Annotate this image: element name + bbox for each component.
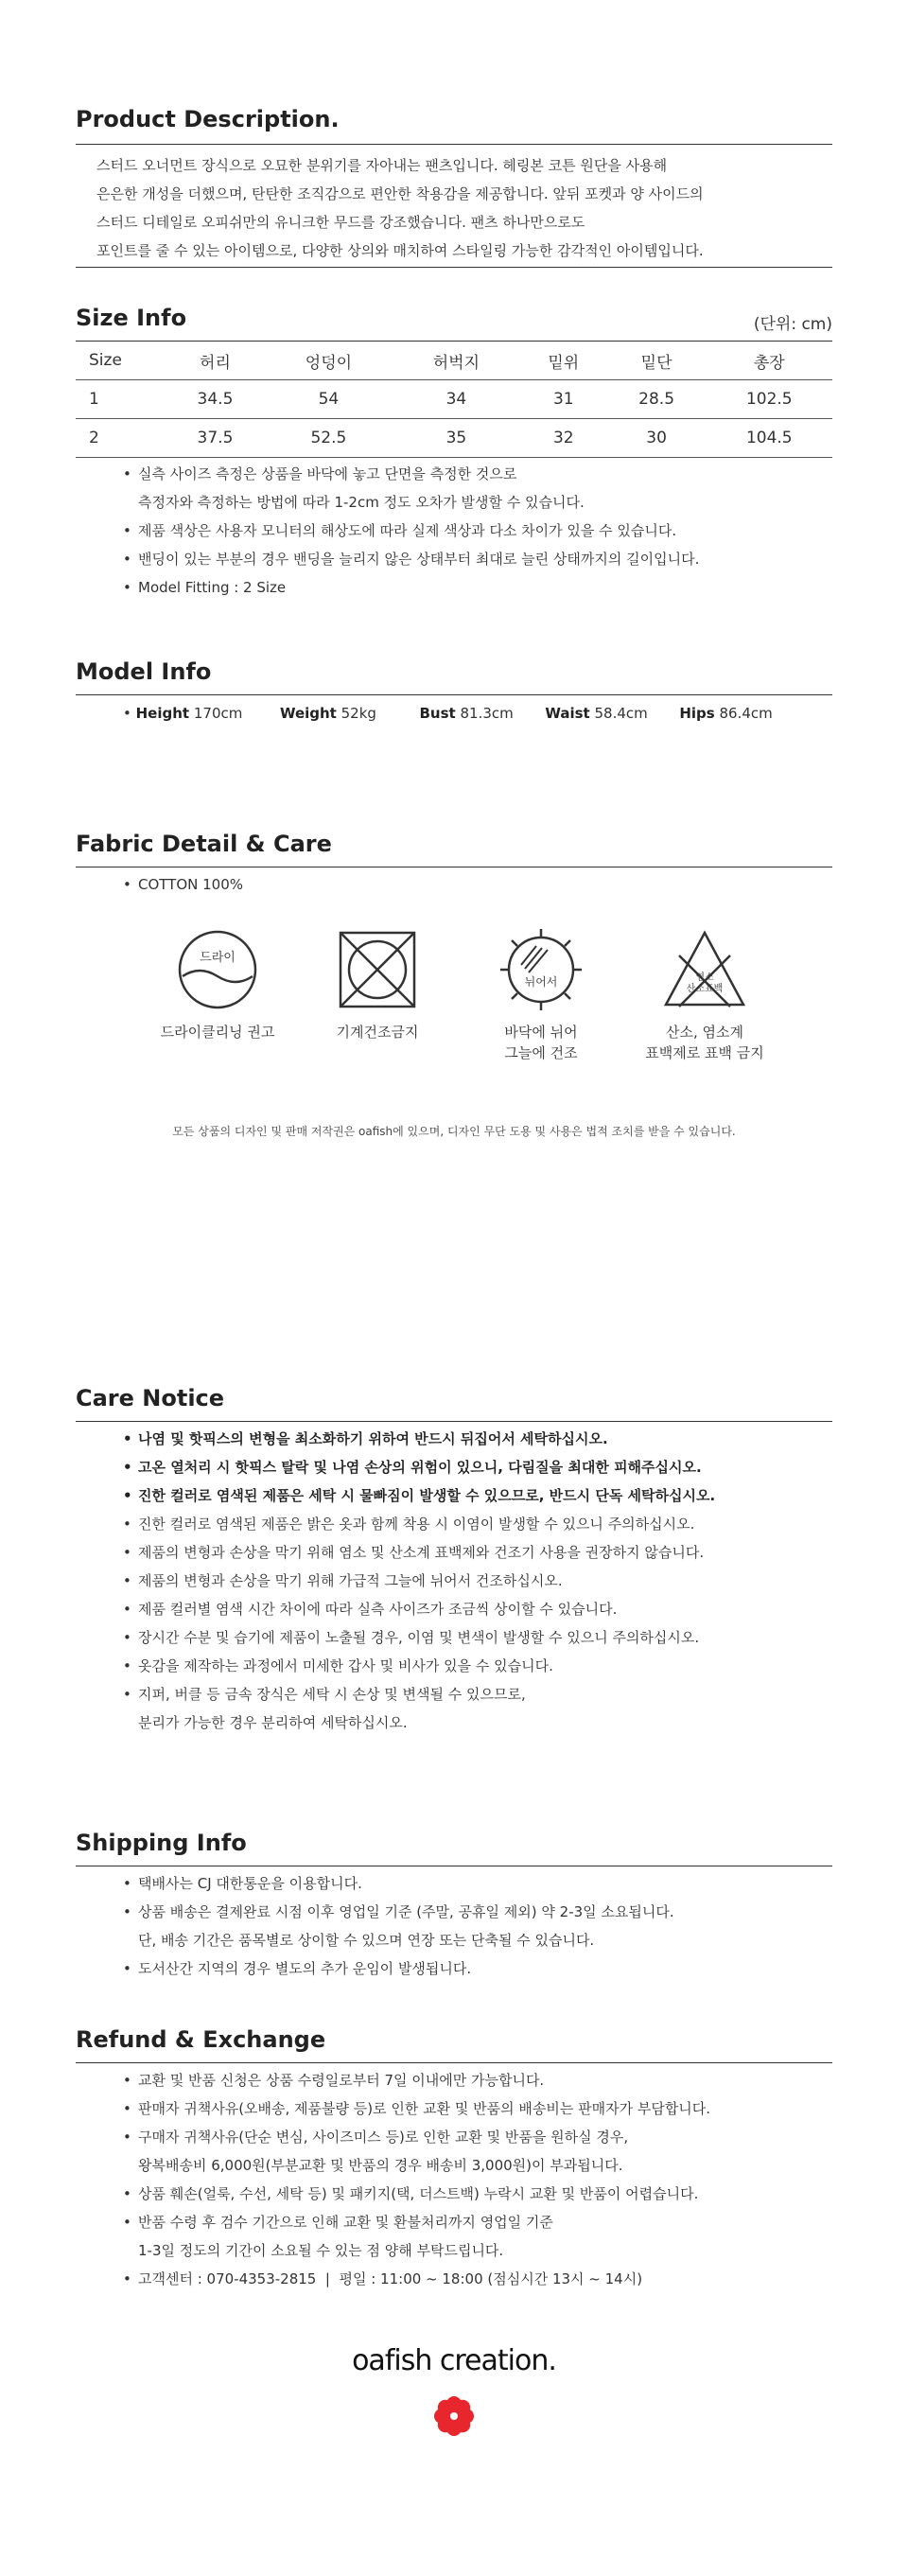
- notice-text: 옷감을 제작하는 과정에서 미세한 갑사 및 비사가 있을 수 있습니다.: [138, 1657, 553, 1674]
- notice-text: 지퍼, 버클 등 금속 장식은 세탁 시 손상 및 변색될 수 있으므로,: [138, 1686, 526, 1703]
- notice-text: 고온 열처리 시 핫픽스 탈락 및 나염 손상의 위험이 있으니, 다림질을 최대한 피해주십시오.: [138, 1459, 702, 1476]
- divider: [76, 144, 832, 145]
- care-label: 그늘에 건조: [504, 1044, 578, 1061]
- care-label: 바닥에 뉘어: [504, 1024, 578, 1041]
- divider: [76, 2062, 832, 2063]
- table-cell: 52.5: [310, 429, 347, 447]
- list-item: • 상품 배송은 결제완료 시점 이후 영업일 기준 (주말, 공휴일 제외) 약 2-3일 소요됩니다.: [123, 1903, 674, 1920]
- table-header: 허리: [200, 353, 231, 373]
- size-unit: (단위: cm): [753, 315, 832, 334]
- fabric-composition: [76, 870, 832, 899]
- care-item-no-bleach: [615, 927, 794, 1063]
- size-notes: [76, 460, 832, 602]
- list-item: • Model Fitting : 2 Size: [123, 579, 287, 596]
- list-item: • 나염 및 핫픽스의 변형을 최소화하기 위하여 반드시 뒤집어서 세탁하십시오.: [123, 1430, 608, 1447]
- refund-text: 왕복배송비 6,000원(부분교환 및 반품의 경우 배송비 3,000원)이 부과됩니다.: [138, 2157, 623, 2174]
- refund-text: 반품 수령 후 검수 기간으로 인해 교환 및 환불처리까지 영업일 기준: [138, 2214, 553, 2231]
- divider: [76, 1421, 832, 1422]
- note-text: 밴딩이 있는 부분의 경우 밴딩을 늘리지 않은 상태부터 최대로 늘린 상태까지의 길이입니다.: [138, 551, 700, 568]
- table-header: 총장: [753, 353, 785, 373]
- hips-label: Hips: [679, 705, 715, 722]
- note-text: 실측 사이즈 측정은 상품을 바닥에 놓고 단면을 측정한 것으로: [138, 465, 517, 482]
- notice-text: 장시간 수분 및 습기에 제품이 노출될 경우, 이염 및 변색이 발생할 수 있으니 주의하십시오.: [138, 1629, 700, 1646]
- care-notice-list: [76, 1425, 832, 1737]
- list-item: [123, 488, 832, 517]
- divider: [76, 267, 832, 268]
- table-cell: 104.5: [745, 429, 793, 447]
- model-info-title: Model Info: [76, 658, 212, 685]
- list-item: • 판매자 귀책사유(오배송, 제품불량 등)로 인한 교환 및 반품의 배송비는 판매자가 부담합니다.: [123, 2100, 711, 2117]
- copyright-notice: 모든 상품의 디자인 및 판매 저작권은 oafish에 있으며, 디자인 무단 도용 및 사용은 법적 조치를 받을 수 있습니다.: [172, 1125, 736, 1138]
- shipping-list: [76, 1869, 832, 1983]
- weight-value: 52kg: [340, 705, 376, 722]
- notice-text: 제품의 변형과 손상을 막기 위해 가급적 그늘에 뉘어서 건조하십시오.: [138, 1572, 563, 1589]
- list-item: • 실측 사이즈 측정은 상품을 바닥에 놓고 단면을 측정한 것으로: [123, 465, 517, 482]
- care-label: 산소, 염소계: [666, 1024, 743, 1041]
- table-header-row: [76, 342, 832, 380]
- list-item: • 제품 색상은 사용자 모니터의 해상도에 따라 실제 색상과 다소 차이가 있을 수 있습니다.: [123, 522, 677, 539]
- weight-label: Weight: [279, 705, 337, 722]
- table-cell: 37.5: [197, 429, 234, 447]
- care-label: 드라이클리닝 권고: [160, 1024, 275, 1041]
- list-item: • 지퍼, 버클 등 금속 장식은 세탁 시 손상 및 변색될 수 있으므로,: [123, 1686, 526, 1703]
- shipping-text: 상품 배송은 결제완료 시점 이후 영업일 기준 (주말, 공휴일 제외) 약 2-3일 소요됩니다.: [138, 1903, 674, 1920]
- refund-text: 판매자 귀책사유(오배송, 제품불량 등)로 인한 교환 및 반품의 배송비는 판매자가 부담합니다.: [138, 2100, 711, 2117]
- list-item: [123, 2151, 832, 2180]
- brand-logo-text: oafish creation.: [352, 2344, 556, 2377]
- table-header: 밑위: [548, 353, 580, 373]
- dry-clean-symbol-text: 드라이: [200, 951, 236, 965]
- notice-text: 제품의 변형과 손상을 막기 위해 염소 및 산소계 표백제와 건조기 사용을 권장하지 않습니다.: [138, 1544, 705, 1561]
- description-line: 스터드 디테일로 오피쉬만의 유니크한 무드를 강조했습니다. 팬츠 하나만으로도: [96, 214, 585, 231]
- table-header: 엉덩이: [305, 353, 353, 373]
- list-item: • 고온 열처리 시 핫픽스 탈락 및 나염 손상의 위험이 있으니, 다림질을 최대한 피해주십시오.: [123, 1459, 702, 1476]
- care-item-no-tumble-dry: [288, 927, 467, 1043]
- model-measurements: • Height 170cm Weight 52kg Bust 81.3cm Waist 58.4cm Hips 86.4cm: [123, 705, 773, 722]
- description-line: 은은한 개성을 더했으며, 탄탄한 조직감으로 편안한 착용감을 제공합니다. 앞뒤 포켓과 양 사이드의: [96, 185, 704, 202]
- care-item-shade-flat-dry: [451, 927, 631, 1063]
- composition-text: COTTON 100%: [138, 876, 244, 893]
- height-label: Height: [135, 705, 190, 722]
- size-info-title: Size Info: [76, 305, 187, 331]
- no-bleach-icon: [662, 927, 747, 1012]
- list-item: • 교환 및 반품 신청은 상품 수령일로부터 7일 이내에만 가능합니다.: [123, 2072, 545, 2089]
- list-item: • 제품의 변형과 손상을 막기 위해 염소 및 산소계 표백제와 건조기 사용을 권장하지 않습니다.: [123, 1544, 705, 1561]
- hips-value: 86.4cm: [719, 705, 773, 722]
- note-text: Model Fitting : 2 Size: [138, 579, 287, 596]
- waist-value: 58.4cm: [594, 705, 648, 722]
- notice-text: 분리가 가능한 경우 분리하여 세탁하십시오.: [138, 1714, 408, 1731]
- list-item: [123, 1709, 832, 1737]
- care-label: 기계건조금지: [336, 1024, 419, 1041]
- notice-text: 나염 및 핫픽스의 변형을 최소화하기 위하여 반드시 뒤집어서 세탁하십시오.: [138, 1430, 608, 1447]
- notice-text: 진한 컬러로 염색된 제품은 밝은 옷과 함께 착용 시 이염이 발생할 수 있으니 주의하십시오.: [138, 1516, 695, 1533]
- table-cell: 34.5: [197, 390, 234, 409]
- list-item: • 진한 컬러로 염색된 제품은 세탁 시 물빠짐이 발생할 수 있으므로, 반드시 단독 세탁하십시오.: [123, 1487, 716, 1504]
- list-item: • 택배사는 CJ 대한통운을 이용합니다.: [123, 1875, 362, 1892]
- table-cell: 35: [445, 429, 467, 447]
- shipping-text: 도서산간 지역의 경우 별도의 추가 운임이 발생됩니다.: [138, 1960, 472, 1977]
- note-text: 측정자와 측정하는 방법에 따라 1-2cm 정도 오차가 발생할 수 있습니다.: [138, 494, 585, 511]
- list-item: • 상품 훼손(얼룩, 수선, 세탁 등) 및 패키지(택, 더스트백) 누락시 교환 및 반품이 어렵습니다.: [123, 2185, 699, 2202]
- dry-clean-icon: [175, 927, 260, 1012]
- refund-text: 구매자 귀책사유(단순 변심, 사이즈미스 등)로 인한 교환 및 반품을 원하실 경우,: [138, 2129, 629, 2146]
- refund-title: Refund & Exchange: [76, 2026, 326, 2053]
- notice-text: 진한 컬러로 염색된 제품은 세탁 시 물빠짐이 발생할 수 있으므로, 반드시 단독 세탁하십시오.: [138, 1487, 716, 1504]
- care-notice-title: Care Notice: [76, 1385, 225, 1411]
- shade-flat-dry-icon: [498, 927, 584, 1012]
- refund-text: 고객센터 : 070-4353-2815 | 평일 : 11:00 ~ 18:00 (점심시간 13시 ~ 14시): [138, 2270, 643, 2287]
- list-item: • COTTON 100%: [123, 876, 244, 893]
- list-item: • 반품 수령 후 검수 기간으로 인해 교환 및 환불처리까지 영업일 기준: [123, 2214, 553, 2231]
- table-row: [76, 380, 832, 419]
- list-item: • 장시간 수분 및 습기에 제품이 노출될 경우, 이염 및 변색이 발생할 수 있으니 주의하십시오.: [123, 1629, 700, 1646]
- bust-label: Bust: [419, 705, 456, 722]
- no-tumble-dry-icon: [335, 927, 420, 1012]
- size-table: [76, 341, 832, 458]
- list-item: • 도서산간 지역의 경우 별도의 추가 운임이 발생됩니다.: [123, 1960, 472, 1977]
- waist-label: Waist: [545, 705, 590, 722]
- table-cell: 1: [89, 390, 99, 409]
- table-header: 밑단: [640, 353, 672, 373]
- refund-text: 1-3일 정도의 기간이 소요될 수 있는 점 양해 부탁드립니다.: [138, 2242, 504, 2259]
- list-item: [123, 1926, 832, 1954]
- table-row: [76, 419, 832, 458]
- table-cell: 31: [552, 390, 574, 409]
- list-item: • 밴딩이 있는 부분의 경우 밴딩을 늘리지 않은 상태부터 최대로 늘린 상태까지의 길이입니다.: [123, 551, 700, 568]
- note-text: 제품 색상은 사용자 모니터의 해상도에 따라 실제 색상과 다소 차이가 있을 수 있습니다.: [138, 522, 677, 539]
- list-item: • 구매자 귀책사유(단순 변심, 사이즈미스 등)로 인한 교환 및 반품을 원하실 경우,: [123, 2129, 629, 2146]
- table-cell: 28.5: [638, 390, 675, 409]
- table-cell: 2: [89, 429, 99, 447]
- no-bleach-symbol-text: 산소표백: [686, 984, 724, 994]
- description-line: 포인트를 줄 수 있는 아이템으로, 다양한 상의와 매치하여 스타일링 가능한 감각적인 아이템입니다.: [96, 242, 704, 259]
- list-item: [123, 2236, 832, 2265]
- care-label: 표백제로 표백 금지: [645, 1044, 764, 1061]
- list-item: • 제품의 변형과 손상을 막기 위해 가급적 그늘에 뉘어서 건조하십시오.: [123, 1572, 563, 1589]
- table-cell: 54: [318, 390, 340, 409]
- height-value: 170cm: [193, 705, 243, 722]
- divider: [76, 694, 832, 695]
- list-item: • 제품 컬러별 염색 시간 차이에 따라 실측 사이즈가 조금씩 상이할 수 있습니다.: [123, 1601, 618, 1618]
- shipping-text: 택배사는 CJ 대한통운을 이용합니다.: [138, 1875, 362, 1892]
- flower-logo-icon: [431, 2393, 477, 2439]
- table-header: Size: [89, 351, 122, 370]
- fabric-title: Fabric Detail & Care: [76, 831, 332, 857]
- description-line: 스터드 오너먼트 장식으로 오묘한 분위기를 자아내는 팬츠입니다. 헤링본 코튼 원단을 사용해: [96, 157, 668, 174]
- list-item: • 진한 컬러로 염색된 제품은 밝은 옷과 함께 착용 시 이염이 발생할 수 있으니 주의하십시오.: [123, 1516, 695, 1533]
- flat-dry-symbol-text: 뉘어서: [524, 975, 558, 989]
- table-cell: 102.5: [745, 390, 793, 409]
- product-description-body: [76, 151, 853, 265]
- care-item-dry-clean: [128, 927, 307, 1043]
- refund-text: 상품 훼손(얼룩, 수선, 세탁 등) 및 패키지(택, 더스트백) 누락시 교환 및 반품이 어렵습니다.: [138, 2185, 699, 2202]
- shipping-text: 단, 배송 기간은 품목별로 상이할 수 있으며 연장 또는 단축될 수 있습니다.: [138, 1932, 595, 1949]
- refund-text: 교환 및 반품 신청은 상품 수령일로부터 7일 이내에만 가능합니다.: [138, 2072, 545, 2089]
- list-item: • 옷감을 제작하는 과정에서 미세한 갑사 및 비사가 있을 수 있습니다.: [123, 1657, 553, 1674]
- refund-list: [76, 2066, 832, 2293]
- bust-value: 81.3cm: [460, 705, 514, 722]
- no-bleach-symbol-text: 염소: [695, 973, 714, 983]
- list-item: • 고객센터 : 070-4353-2815 | 평일 : 11:00 ~ 18:00 (점심시간 13시 ~ 14시): [123, 2270, 643, 2287]
- table-header: 허벅지: [432, 353, 480, 373]
- notice-text: 제품 컬러별 염색 시간 차이에 따라 실측 사이즈가 조금씩 상이할 수 있습니다.: [138, 1601, 618, 1618]
- table-cell: 34: [445, 390, 467, 409]
- table-cell: 30: [646, 429, 667, 447]
- product-description-title: Product Description.: [76, 106, 340, 132]
- shipping-title: Shipping Info: [76, 1830, 247, 1856]
- table-cell: 32: [552, 429, 574, 447]
